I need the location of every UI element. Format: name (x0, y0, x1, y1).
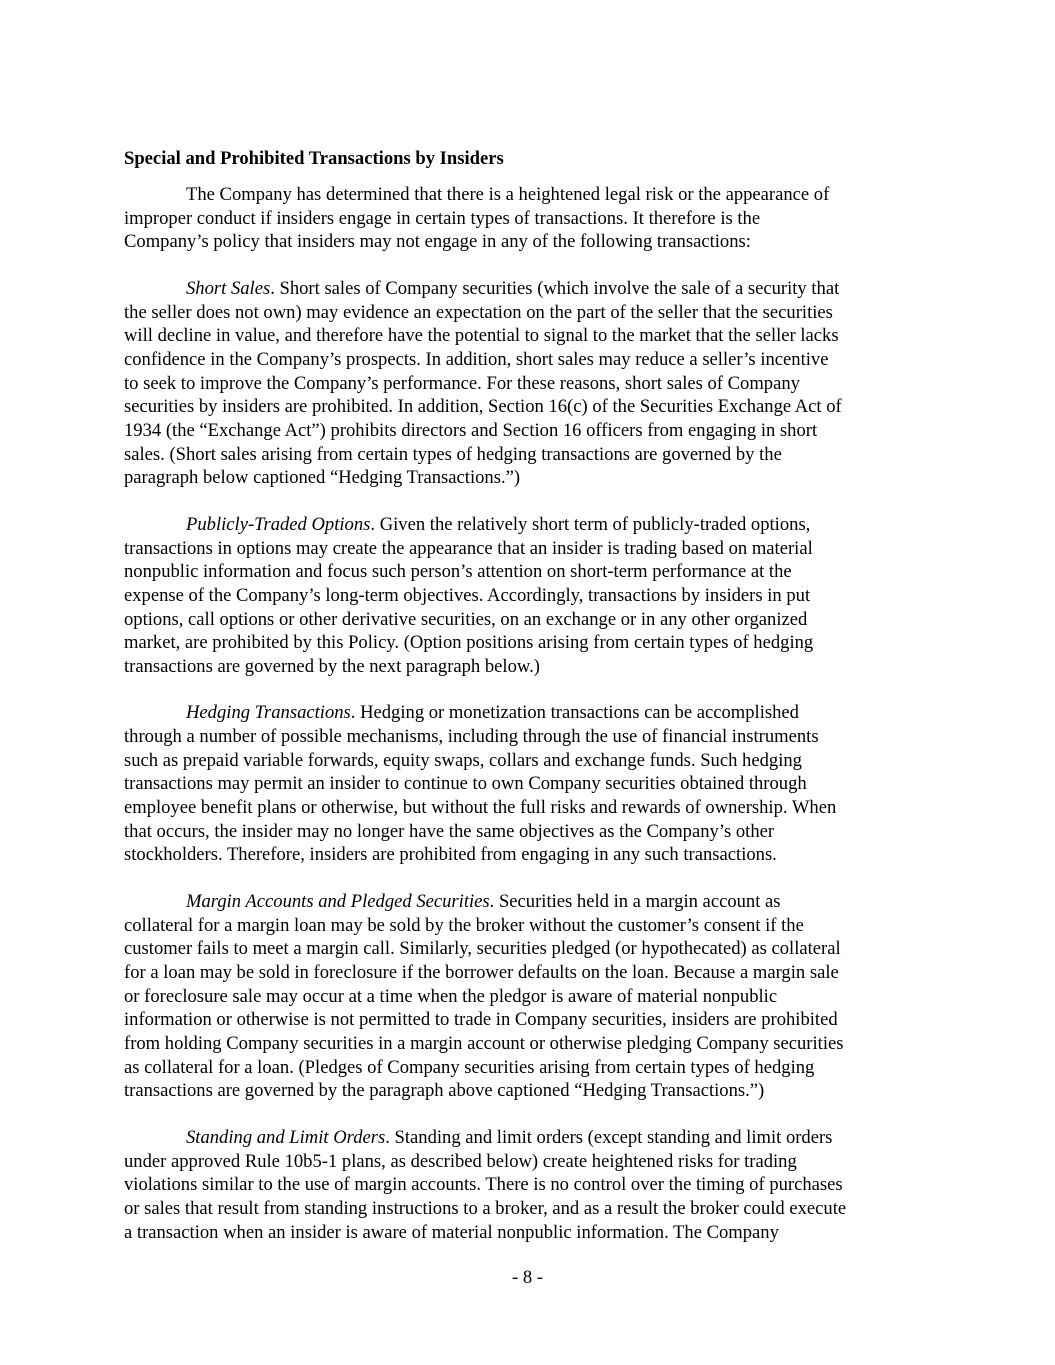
line-text: the seller does not own) may evidence an expectation on the part of the seller that the securities (124, 301, 833, 323)
text-line (124, 419, 939, 443)
text-line (124, 584, 939, 608)
text-line (124, 772, 939, 796)
line-text: . Given the relatively short term of publicly-traded options, (370, 513, 811, 535)
text-line (124, 230, 939, 254)
text-line (124, 820, 939, 844)
line-text: . Hedging or monetization transactions can be accomplished (350, 702, 799, 724)
line-text: transactions in options may create the appearance that an insider is trading based on material (124, 537, 813, 559)
line-text: under approved Rule 10b5-1 plans, as described below) create heightened risks for trading (124, 1150, 797, 1172)
text-line (124, 324, 939, 348)
line-text: sales. (Short sales arising from certain types of hedging transactions are governed by the (124, 443, 782, 465)
text-line (124, 372, 939, 396)
section-heading: Special and Prohibited Transactions by Insiders (124, 148, 504, 169)
line-text: expense of the Company’s long-term objectives. Accordingly, transactions by insiders in put (124, 584, 811, 606)
line-text: a transaction when an insider is aware of material nonpublic information. The Company (124, 1221, 779, 1243)
text-line (124, 701, 939, 725)
text-line (124, 466, 939, 490)
line-text: paragraph below captioned “Hedging Transactions.”) (124, 467, 521, 489)
text-line (124, 560, 939, 584)
line-text: transactions are governed by the next paragraph below.) (124, 655, 540, 677)
text-line (124, 608, 939, 632)
text-line (124, 1173, 939, 1197)
line-text: . Short sales of Company securities (which involve the sale of a security that (270, 277, 840, 299)
line-text: for a loan may be sold in foreclosure if the borrower defaults on the loan. Because a margin sale (124, 962, 839, 984)
line-text: as collateral for a loan. (Pledges of Company securities arising from certain types of hedging (124, 1056, 815, 1078)
text-line (124, 725, 939, 749)
line-text: that occurs, the insider may no longer have the same objectives as the Company’s other (124, 820, 775, 842)
paragraph-caption: Standing and Limit Orders (186, 1126, 386, 1148)
paragraphs-container (124, 183, 939, 1244)
text-line (124, 937, 939, 961)
text-line (124, 1032, 939, 1056)
text-line (124, 1126, 939, 1150)
text-line (124, 985, 939, 1009)
line-text: information or otherwise is not permitted to trade in Company securities, insiders are prohibited (124, 1009, 838, 1031)
short-sales-paragraph (124, 277, 939, 490)
line-text: 1934 (the “Exchange Act”) prohibits directors and Section 16 officers from engaging in short (124, 419, 818, 441)
line-text: The Company has determined that there is a heightened legal risk or the appearance of (186, 184, 830, 205)
page-number: - 8 - (512, 1267, 543, 1288)
text-line (124, 749, 939, 773)
text-line (124, 301, 939, 325)
text-line (124, 890, 939, 914)
text-line (124, 513, 939, 537)
line-text: from holding Company securities in a margin account or otherwise pledging Company securities (124, 1033, 844, 1054)
line-text: through a number of possible mechanisms, including through the use of financial instruments (124, 726, 819, 748)
text-line (124, 1056, 939, 1080)
hedging-transactions-paragraph (124, 701, 939, 867)
text-line (124, 537, 939, 561)
text-line (124, 1197, 939, 1221)
line-text: employee benefit plans or otherwise, but without the full risks and rewards of ownership. When (124, 797, 837, 819)
text-line (124, 348, 939, 372)
line-text: stockholders. Therefore, insiders are prohibited from engaging in any such transactions. (124, 844, 777, 866)
text-line (124, 655, 939, 679)
document-page (124, 147, 939, 1267)
line-text: collateral for a margin loan may be sold by the broker without the customer’s consent if the (124, 914, 804, 936)
line-text: nonpublic information and focus such person’s attention on short-term performance at the (124, 561, 792, 583)
line-text: improper conduct if insiders engage in certain types of transactions. It therefore is the (124, 207, 761, 229)
line-text: will decline in value, and therefore have the potential to signal to the market that the seller lacks (124, 325, 839, 347)
line-text: confidence in the Company’s prospects. In addition, short sales may reduce a seller’s incentive (124, 348, 829, 370)
line-text: . Standing and limit orders (except standing and limit orders (385, 1126, 833, 1148)
text-line (124, 207, 939, 231)
text-line (124, 961, 939, 985)
line-text: transactions may permit an insider to continue to own Company securities obtained through (124, 773, 807, 795)
paragraph-caption: Publicly-Traded Options (186, 513, 371, 535)
text-line (124, 277, 939, 301)
text-line (124, 1150, 939, 1174)
line-text: to seek to improve the Company’s performance. For these reasons, short sales of Company (124, 372, 800, 394)
paragraph-caption: Short Sales (186, 277, 271, 299)
line-text: . Securities held in a margin account as (489, 891, 781, 913)
line-text: customer fails to meet a margin call. Similarly, securities pledged (or hypothecated) as collateral (124, 938, 841, 960)
text-line (124, 631, 939, 655)
line-text: market, are prohibited by this Policy. (Option positions arising from certain types of hedging (124, 632, 814, 654)
line-text: Company’s policy that insiders may not engage in any of the following transactions: (124, 231, 751, 253)
standing-limit-orders-paragraph (124, 1126, 939, 1244)
text-line (124, 443, 939, 467)
publicly-traded-options-paragraph (124, 513, 939, 679)
line-text: violations similar to the use of margin accounts. There is no control over the timing of purchases (124, 1174, 843, 1196)
text-line (124, 1008, 939, 1032)
text-line (124, 1221, 939, 1245)
paragraph-caption: Hedging Transactions (186, 702, 351, 724)
line-text: securities by insiders are prohibited. In addition, Section 16(c) of the Securities Exchange Act of (124, 396, 842, 418)
line-text: transactions are governed by the paragraph above captioned “Hedging Transactions.”) (124, 1080, 765, 1102)
line-text: or foreclosure sale may occur at a time when the pledgor is aware of material nonpublic (124, 985, 778, 1007)
line-text: or sales that result from standing instructions to a broker, and as a result the broker could execute (124, 1197, 847, 1219)
margin-accounts-paragraph (124, 890, 939, 1103)
text-line (124, 395, 939, 419)
line-text: such as prepaid variable forwards, equity swaps, collars and exchange funds. Such hedging (124, 749, 802, 771)
text-line (124, 914, 939, 938)
text-line (124, 843, 939, 867)
text-line (124, 1079, 939, 1103)
intro-paragraph (124, 183, 939, 254)
text-line (124, 183, 939, 207)
line-text: options, call options or other derivative securities, on an exchange or in any other organized (124, 608, 808, 630)
paragraph-caption: Margin Accounts and Pledged Securities (186, 891, 490, 913)
text-line (124, 796, 939, 820)
